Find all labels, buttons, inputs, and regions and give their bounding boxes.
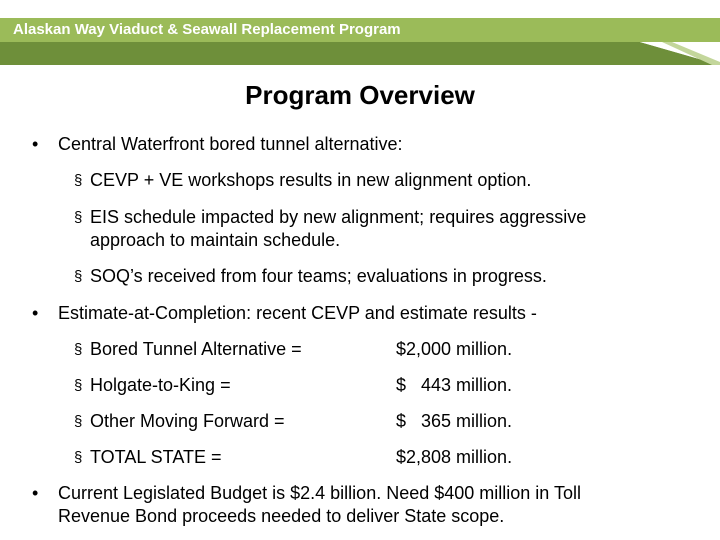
sub-mark: § [74, 413, 83, 430]
sub-mark: § [74, 209, 83, 226]
sub-mark: § [74, 172, 83, 189]
program-name: Alaskan Way Viaduct & Seawall Replacement Program [13, 21, 401, 38]
sub-text: EIS schedule impacted by new alignment; requires aggressive [90, 207, 587, 227]
sub-mark: § [74, 268, 83, 285]
bullet-text: Current Legislated Budget is $2.4 billion. Need $400 million in Toll [58, 483, 581, 503]
cost-amount-total: $2,808 million. [396, 447, 513, 467]
sub-mark: § [74, 377, 83, 394]
cost-label: TOTAL STATE = [90, 447, 222, 467]
page-title: Program Overview [245, 80, 475, 110]
sub-text: CEVP + VE workshops results in new alignment option. [90, 170, 532, 190]
sub-mark: § [74, 449, 83, 466]
header-banner [0, 0, 720, 65]
cost-amount-other: $ 365 million. [396, 411, 513, 431]
bullet-text-continued: Revenue Bond proceeds needed to deliver State scope. [58, 506, 505, 526]
cost-amount-holgate: $ 443 million. [396, 375, 513, 395]
sub-text-continued: approach to maintain schedule. [90, 230, 341, 250]
bullet-text: Central Waterfront bored tunnel alternative: [58, 134, 403, 154]
bullet-mark: • [32, 134, 39, 154]
cost-label: Other Moving Forward = [90, 411, 285, 431]
bullet-text: Estimate-at-Completion: recent CEVP and estimate results - [58, 303, 537, 323]
bullet-mark: • [32, 483, 39, 503]
cost-label: Bored Tunnel Alternative = [90, 339, 302, 359]
sub-text: SOQ’s received from four teams; evaluations in progress. [90, 266, 547, 286]
cost-amount-bored-tunnel: $2,000 million. [396, 339, 513, 359]
bullet-mark: • [32, 303, 39, 323]
cost-label: Holgate-to-King = [90, 375, 231, 395]
sub-mark: § [74, 341, 83, 358]
